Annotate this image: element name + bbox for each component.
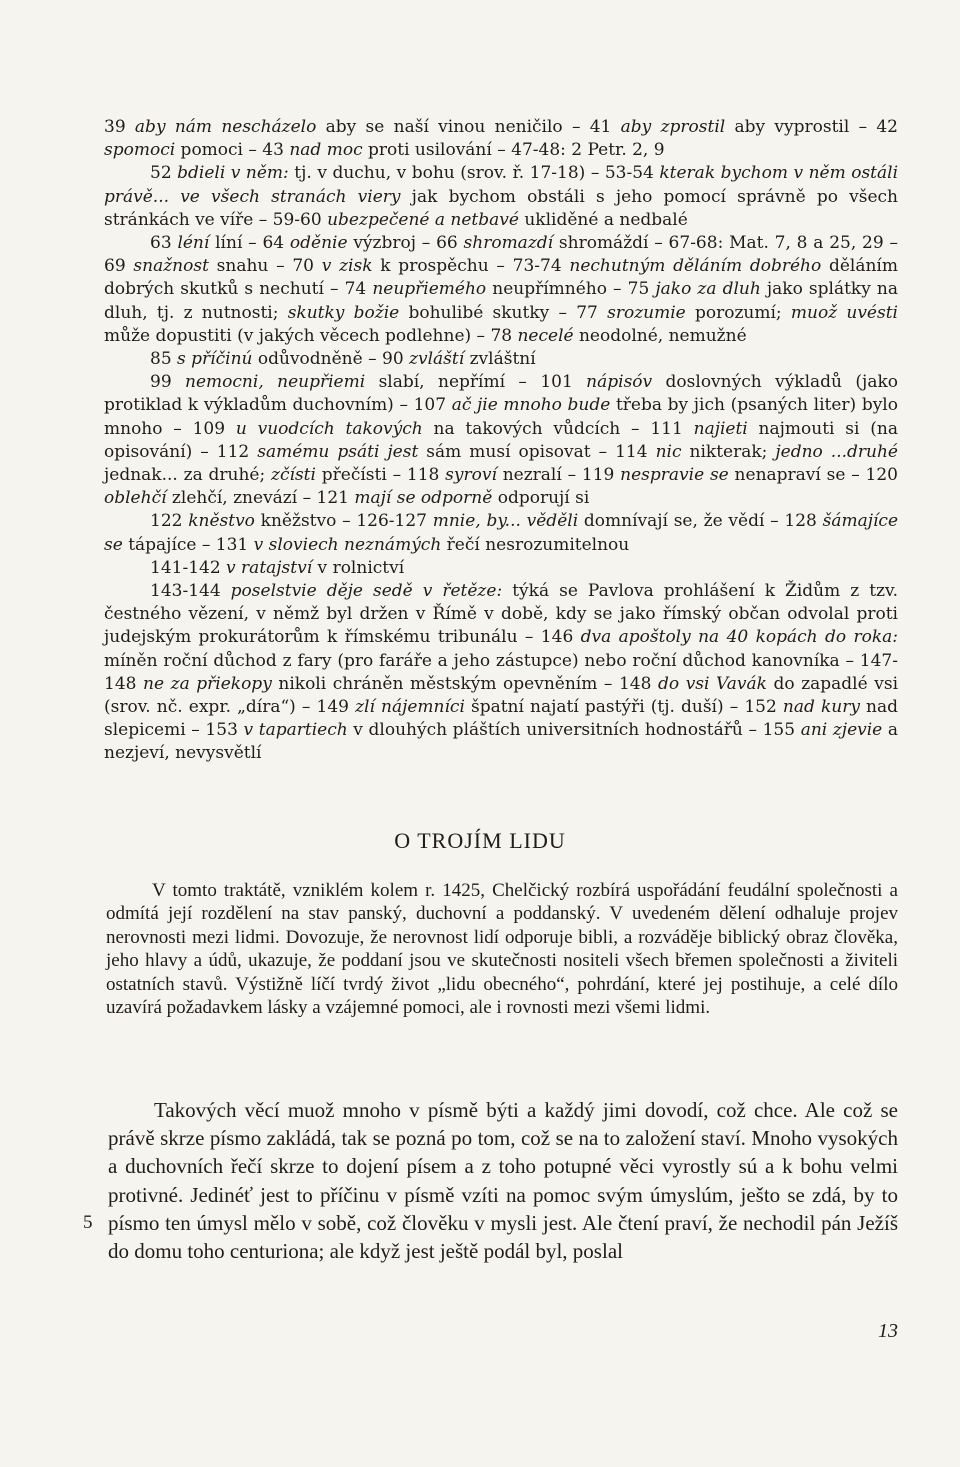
note-gloss: aby se naší vinou neničilo – 41 [316, 117, 621, 137]
note-gloss: špatní najatí pastýři (tj. duší) – 152 [464, 697, 783, 718]
note-gloss: najmouti si (na opisování) – 112 [104, 418, 898, 462]
note-gloss: odporují si [492, 488, 590, 509]
section-heading: O TROJÍM LIDU [394, 828, 566, 853]
note-gloss: pomoci – 43 [175, 140, 290, 161]
note-lemma: zvláští [409, 349, 465, 370]
note-gloss: domnívají se, že vědí – 128 [578, 511, 823, 532]
note-gloss: 141-142 [150, 557, 227, 578]
note-gloss: doslovných výkladů (jako protiklad k výkladům duchovním) – 107 [104, 372, 898, 416]
note-gloss: jako splátky na dluh, tj. z nutnosti; [104, 279, 899, 323]
note-lemma: bdieli v něm: [177, 163, 289, 184]
note-paragraph [104, 371, 898, 510]
note-lemma: spomoci [104, 140, 176, 161]
note-lemma: nad moc [289, 140, 363, 161]
note-gloss: nikterak; [681, 441, 776, 462]
note-lemma: v sloviech neznámých [253, 534, 442, 555]
note-gloss: 122 [150, 511, 189, 532]
note-gloss: aby vyprostil – 42 [725, 117, 898, 137]
intro-text: V tomto traktátě, vzniklém kolem r. 1425, Chelčický rozbírá uspořádání feudální společnosti a odmítá její rozdělení na stav panský, duchovní a poddanský. V uvedeném dělení odhaluje projev nerovnosti mezi lidmi. Dovozuje, že nerovnost lidí odporuje bibli, a rozváděje biblický obraz člověka, jeho hlavy a údů, ukazuje, že poddaní jsou ve skutečnosti nositeli všech břemen společnosti a živiteli ostatních stavů. Výstižně líčí tvrdý život „lidu obecného“, pohrdání, které jej postihuje, a celé dílo uzavírá požadavkem lásky a vzájemné pomoci, ale i rovnosti mezi všemi lidmi. [106, 880, 898, 1019]
note-gloss: v rolnictví [312, 557, 405, 578]
note-gloss: 143-144 [150, 581, 231, 602]
note-lemma: v tapartiech [243, 720, 348, 741]
note-lemma: shromazdí [463, 233, 554, 254]
note-gloss: k prospěchu – 73-74 [372, 256, 570, 277]
note-lemma: aby zprostil [620, 117, 726, 137]
note-paragraph [104, 116, 898, 162]
note-lemma: nápisóv [586, 372, 653, 393]
note-gloss: proti usilování – 47-48: 2 Petr. 2, 9 [362, 140, 665, 161]
note-lemma: necelé [517, 325, 574, 346]
note-lemma: aby nám nescházelo [134, 117, 317, 137]
note-gloss: jak bychom obstáli s jeho pomocí správně po všech stránkách ve víře – 59-60 [104, 186, 898, 230]
note-paragraph [104, 232, 898, 348]
note-lemma: zčísti [271, 465, 316, 486]
note-paragraph [104, 580, 898, 766]
note-gloss: slabí, nepřímí – 101 [365, 372, 587, 393]
note-lemma: mají se odporně [354, 488, 493, 509]
note-gloss: jednak... za druhé; [104, 465, 272, 486]
note-gloss: výzbroj – 66 [347, 233, 464, 254]
note-gloss: na takových vůdcích – 111 [422, 418, 694, 439]
note-lemma: najieti [693, 418, 748, 439]
note-lemma: kněstvo [188, 511, 255, 532]
note-gloss: zvláštní [464, 349, 536, 370]
note-lemma: v ratajství [226, 557, 313, 578]
note-lemma: léní [177, 233, 210, 254]
note-lemma: muož uvésti [790, 302, 898, 323]
note-lemma: snažnost [133, 256, 209, 277]
line-number: 5 [83, 1212, 93, 1233]
note-lemma: mnie, by... věděli [432, 511, 579, 532]
note-lemma: nic [655, 441, 682, 462]
note-paragraph [104, 557, 898, 580]
note-lemma: jedno ...druhé [775, 441, 898, 462]
note-lemma: nad kury [782, 697, 860, 718]
note-gloss: 99 [150, 372, 186, 393]
note-gloss: může dopustiti (v jakých věcech podlehne) – 78 [104, 325, 518, 346]
treatise-text [108, 1096, 898, 1265]
note-gloss: ukliděné a nedbalé [518, 209, 688, 230]
note-gloss: líní – 64 [209, 233, 290, 254]
note-lemma: u vuodcích takových [235, 418, 423, 439]
explanatory-notes [104, 116, 898, 766]
note-gloss: děláním dobrých skutků s nechutí – 74 [104, 256, 898, 300]
note-lemma: v zisk [321, 256, 373, 277]
note-lemma: samému psáti jest [257, 441, 419, 462]
note-gloss: 85 [150, 349, 178, 370]
note-lemma: do vsi Vavák [658, 673, 767, 694]
note-gloss: řečí nesrozumitelnou [441, 534, 630, 555]
note-lemma: nespravie se [620, 465, 729, 486]
note-gloss: kněžstvo – 126-127 [254, 511, 433, 532]
treatise-paragraph: Takových věcí muož mnoho v písmě býti a každý jimi dovodí, což chce. Ale což se právě skrze písmo zakládá, tak se pozná po tom, což se na to založení staví. Mnoho vysokých a duchovních řečí skrze to dojení písem a z toho potupné věci vyrostly sú a k bohu velmi protivné. Jedinéť jest to příčinu v písmě vzíti na pomoc svým úmyslúm, ješto se zdá, by to písmo ten úmysl mělo v sobě, což člověku v mysli jest. Ale čtení praví, že nechodil pán Ježíš do domu toho centuriona; ale když jest ještě podál byl, poslal [108, 1098, 898, 1264]
note-lemma: skutky božie [287, 302, 400, 323]
note-lemma: šámajíce se [104, 511, 899, 555]
note-gloss: do zapadlé vsi (srov. nč. expr. „díra“) – 149 [104, 673, 899, 718]
note-lemma: s příčinú [177, 349, 253, 370]
note-gloss: nezralí – 119 [496, 465, 621, 486]
note-gloss: míněn roční důchod z fary (pro faráře a jeho zástupce) nebo roční důchod kanovníka – 147-148 [104, 650, 898, 694]
note-gloss: shromáždí – 67-68: Mat. 7, 8 a 25, 29 – 69 [104, 233, 898, 277]
note-lemma: srozumie [607, 302, 686, 323]
note-lemma: oděnie [289, 233, 348, 254]
note-gloss: tj. v duchu, v bohu (srov. ř. 17-18) – 53-54 [288, 163, 660, 184]
note-lemma: poselstvie děje sedě v řetěze: [230, 581, 503, 602]
intro-paragraph [106, 879, 898, 1019]
note-gloss: zlehčí, znevází – 121 [166, 488, 355, 509]
note-gloss: neodolné, nemužné [573, 325, 747, 346]
note-gloss: 39 [104, 117, 135, 137]
note-paragraph [104, 162, 898, 232]
note-gloss: nikoli chráněn městským opevněním – 148 [271, 673, 659, 694]
note-gloss: snahu – 70 [208, 256, 322, 277]
note-lemma: ne za přiekopy [143, 673, 272, 694]
note-lemma: nemocni, neupřiemi [185, 372, 366, 393]
note-lemma: zlí nájemníci [355, 697, 465, 718]
note-paragraph [104, 510, 898, 556]
page-number: 13 [878, 1320, 898, 1342]
note-gloss: odůvodněně – 90 [252, 349, 410, 370]
note-gloss: porozumí; [685, 302, 791, 323]
note-gloss: sám musí opisovat – 114 [418, 441, 656, 462]
note-gloss: třeba by jich (psaných liter) bylo mnoho – 109 [104, 395, 898, 439]
note-lemma: nechutným děláním dobrého [569, 256, 822, 277]
note-gloss: neupřímného – 75 [486, 279, 656, 300]
note-lemma: ani zjevie [800, 720, 883, 741]
note-lemma: syroví [445, 465, 497, 486]
note-gloss: a nezjeví, nevysvětlí [104, 720, 898, 764]
note-lemma: dva apoštoly na 40 kopách do roka: [580, 627, 898, 648]
note-lemma: jako za dluh [655, 279, 761, 300]
note-gloss: nad slepicemi – 153 [104, 697, 899, 741]
note-gloss: tápajíce – 131 [122, 534, 254, 555]
note-gloss: v dlouhých pláštích universitních hodnostářů – 155 [347, 720, 801, 741]
note-gloss: přečísti – 118 [315, 465, 446, 486]
note-gloss: 63 [150, 233, 178, 254]
note-paragraph [104, 348, 898, 371]
note-gloss: nenapraví se – 120 [728, 465, 898, 486]
note-lemma: ubezpečené a netbavé [327, 209, 519, 230]
note-lemma: oblehčí [104, 488, 167, 509]
note-gloss: bohulibé skutky – 77 [399, 302, 608, 323]
note-gloss: 52 [150, 163, 178, 184]
note-lemma: neupřiemého [372, 279, 487, 300]
note-lemma: ač jie mnoho bude [451, 395, 611, 416]
note-lemma: kterak bychom v něm ostáli právě... ve všech stranách viery [104, 163, 899, 207]
note-gloss: týká se Pavlova prohlášení k Židům z tzv. čestného vězení, v němž byl držen v Římě v době, kdy se jako římský občan odvolal proti judejským prokurátorům k římskému tribunálu – 146 [104, 581, 899, 648]
